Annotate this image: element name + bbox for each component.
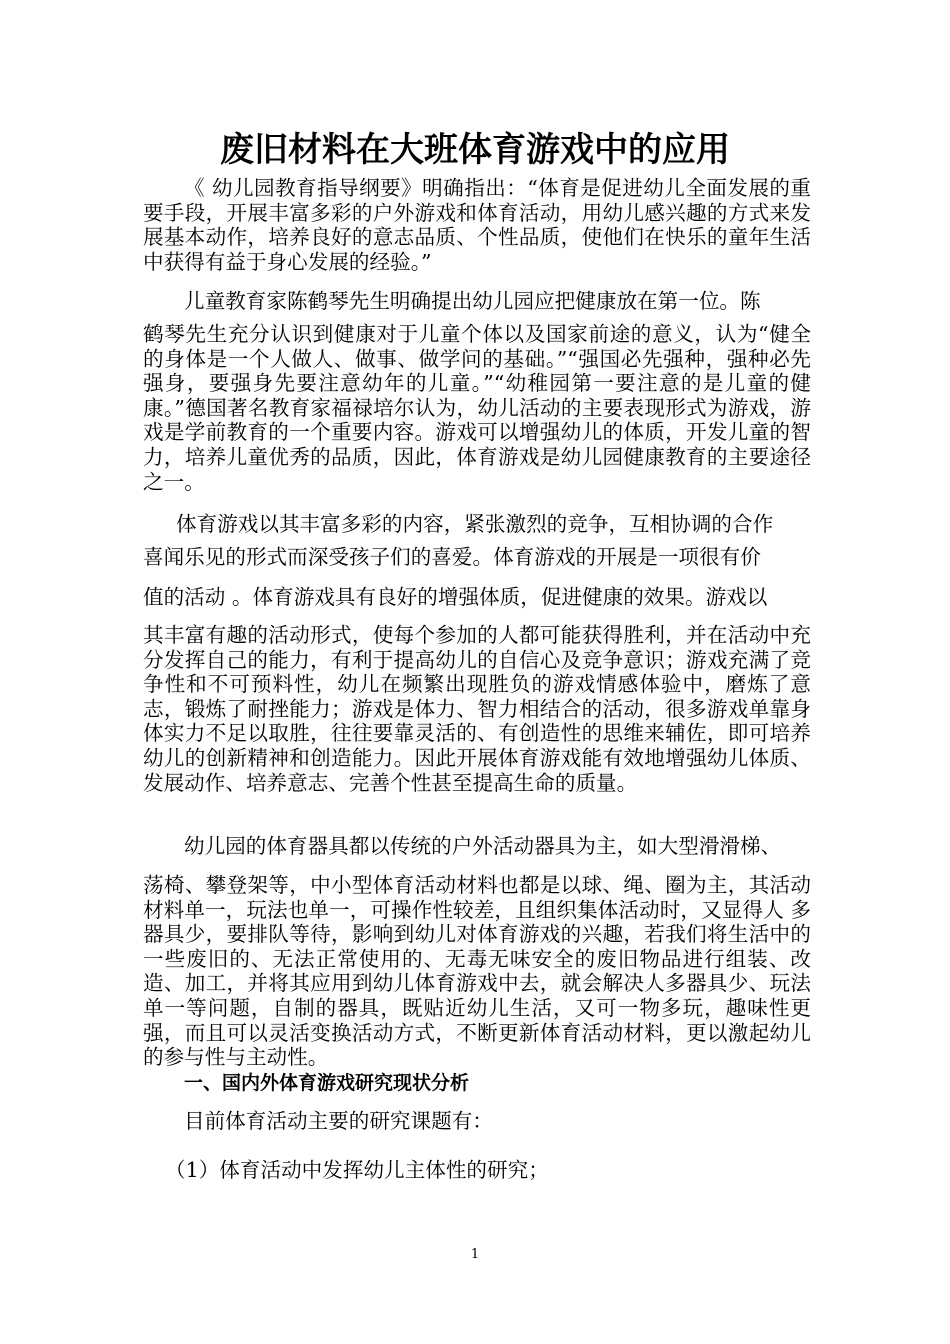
document-title: 废旧材料在大班体育游戏中的应用 — [220, 130, 730, 170]
paragraph-4: 荡椅、攀登架等，中小型体育活动材料也都是以球、绳、圈为主，其活动材料单一，玩法也单一，可操作性较差，且组织集体活动时，又显得人 多器具少，要排队等待，影响到幼儿对体育游戏的兴趣，若我们将生活中的一些废旧的、无法正常使用的、无毒无味安全的废旧物品进行组装、改造、加工，并将其应用到幼儿体育游戏中去，就会解决人多器具少、玩法单一等问题，自制的器具，既贴近幼儿生活，又可一物多玩，趣味性更强，而且可以灵活变换活动方式，不断更新体育活动材料，更以激起幼儿的参与性与主动性。 — [143, 873, 811, 1070]
paragraph-2: 鹤琴先生充分认识到健康对于儿童个体以及国家前途的意义，认为“健全的身体是一个人做人、做事、做学问的基础。”“强国必先强种，强种必先强身，要强身先要注意幼年的儿童。”“幼稚园第一要注意的是儿童的健康。”德国著名教育家福禄培尔认为，幼儿活动的主要表现形式为游戏，游戏是学前教育的一个重要内容。游戏可以增强幼儿的体质，开发儿童的智力，培养儿童优秀的品质，因此，体育游戏是幼儿园健康教育的主要途径之一。 — [143, 322, 811, 494]
page-number: 1 — [470, 1247, 480, 1262]
paragraph-3-line-2: 喜闻乐见的形式而深受孩子们的喜爱。体育游戏的开展是一项很有价 — [143, 545, 761, 569]
paragraph-1: 《 幼儿园教育指导纲要》明确指出：“体育是促进幼儿全面发展的重要手段，开展丰富多彩的户外游戏和体育活动，用幼儿感兴趣的方式来发展基本动作，培养良好的意志品质、个性品质，使他们在快乐的童年生活中获得有益于身心发展的经验。” — [143, 176, 811, 274]
paragraph-3-line-3: 值的活动 。体育游戏具有良好的增强体质，促进健康的效果。游戏以 — [143, 585, 768, 609]
paragraph-4-line-1: 幼儿园的体育器具都以传统的户外活动器具为主，如大型滑滑梯、 — [184, 834, 782, 858]
text-line-research-topics: 目前体育活动主要的研究课题有： — [184, 1109, 493, 1133]
list-item-1: （1）体育活动中发挥幼儿主体性的研究； — [165, 1158, 549, 1182]
paragraph-3: 其丰富有趣的活动形式，使每个参加的人都可能获得胜利，并在活动中充分发挥自己的能力，有利于提高幼儿的自信心及竞争意识；游戏充满了竞争性和不可预料性，幼儿在频繁出现胜负的游戏情感体验中，磨炼了意志，锻炼了耐挫能力；游戏是体力、智力相结合的活动，很多游戏单靠身体实力不足以取胜，往往要靠灵活的、有创造性的思维来辅佐，即可培养幼儿的创新精神和创造能力。因此开展体育游戏能有效地增强幼儿体质、发展动作、培养意志、完善个性甚至提高生命的质量。 — [143, 623, 811, 795]
paragraph-3-line-1: 体育游戏以其丰富多彩的内容，紧张激烈的竞争，互相协调的合作 — [176, 512, 774, 536]
paragraph-2-line-1: 儿童教育家陈鹤琴先生明确提出幼儿园应把健康放在第一位。陈 — [184, 289, 761, 313]
section-heading: 一、国内外体育游戏研究现状分析 — [184, 1072, 470, 1094]
